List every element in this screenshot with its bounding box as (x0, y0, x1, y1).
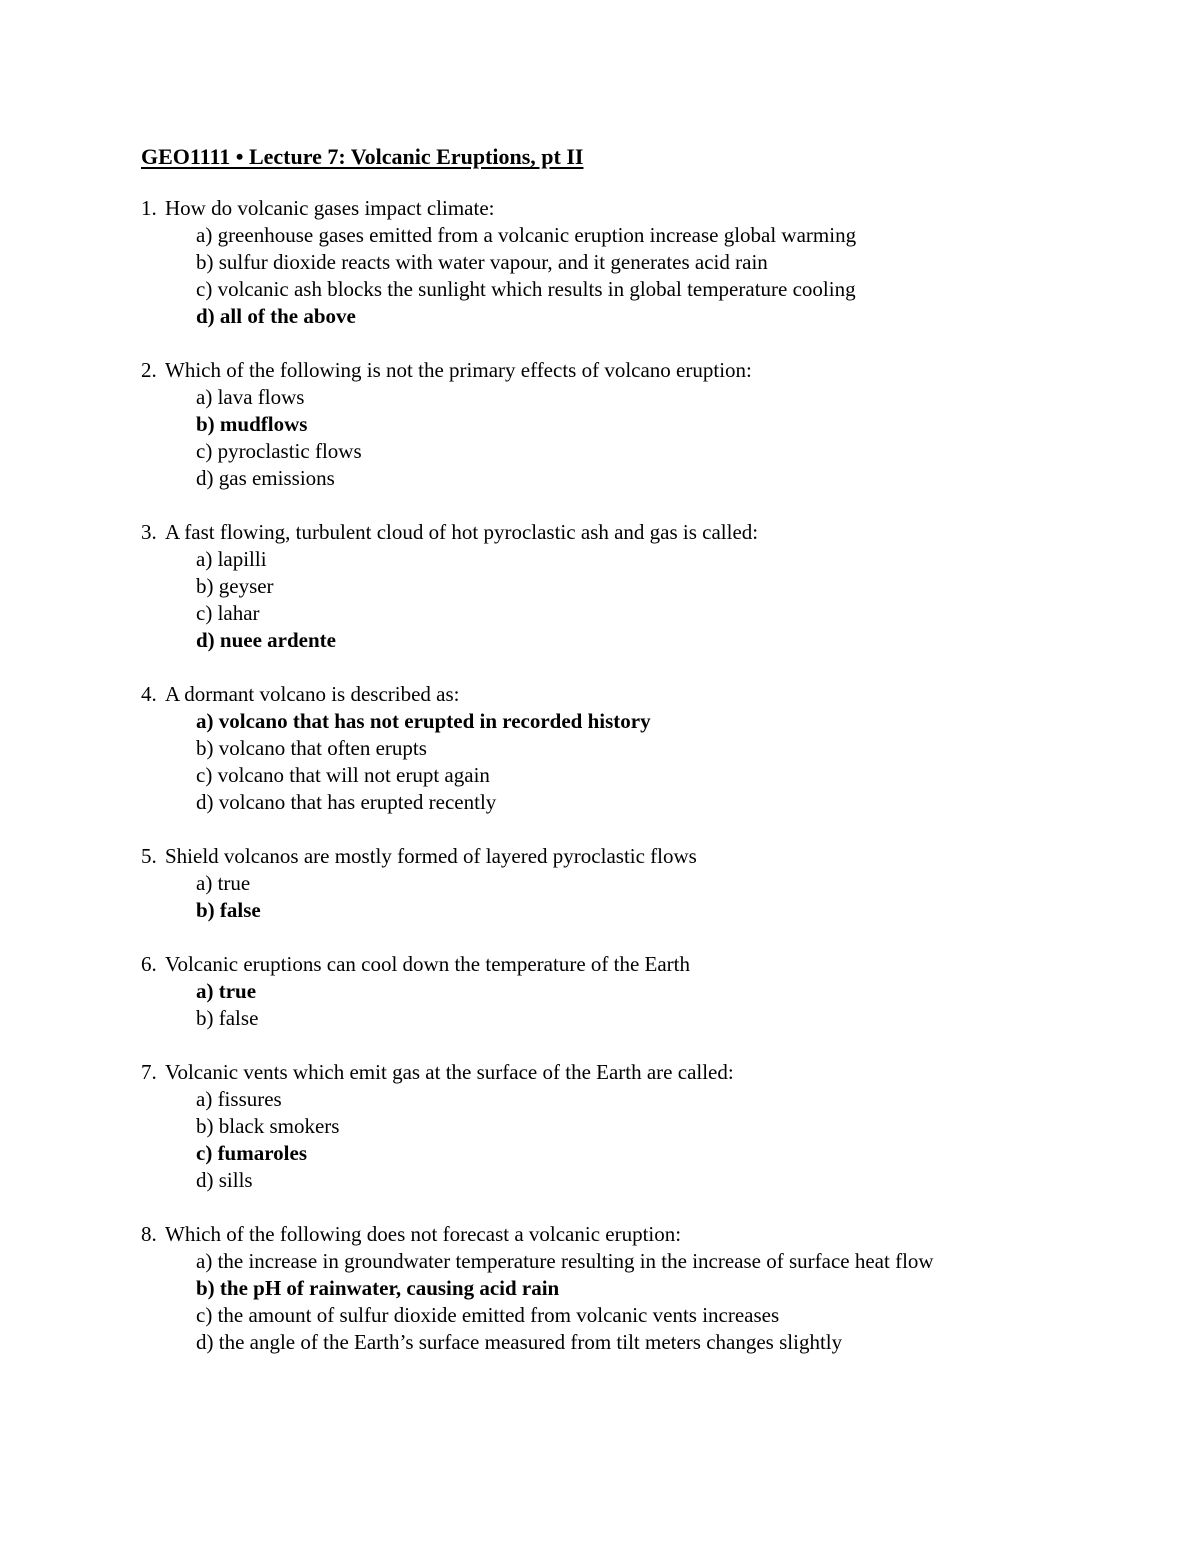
answer-options (141, 384, 1141, 492)
question-text: How do volcanic gases impact climate: (165, 196, 495, 220)
question-number: 2. (141, 358, 157, 382)
answer-option: a) lapilli (196, 547, 267, 571)
question-text: Volcanic eruptions can cool down the temperature of the Earth (165, 952, 691, 976)
document-title: GEO1111 • Lecture 7: Volcanic Eruptions, pt II (141, 144, 584, 169)
question-6 (141, 951, 1141, 1032)
question-line (141, 1221, 1141, 1248)
answer-options (141, 1248, 1141, 1356)
question-number: 5. (141, 844, 157, 868)
answer-option: a) lava flows (196, 385, 305, 409)
answer-option: a) fissures (196, 1087, 282, 1111)
question-number: 7. (141, 1060, 157, 1084)
question-line (141, 1059, 1141, 1086)
answer-option: d) the angle of the Earth’s surface measured from tilt meters changes slightly (196, 1330, 843, 1354)
answer-option: c) volcanic ash blocks the sunlight which results in global temperature cooling (196, 277, 856, 301)
question-line (141, 951, 1141, 978)
answer-options (141, 708, 1141, 816)
answer-option: b) black smokers (196, 1114, 340, 1138)
question-text: A dormant volcano is described as: (165, 682, 460, 706)
correct-answer-option: a) true (196, 979, 257, 1003)
answer-option: b) false (196, 1006, 259, 1030)
correct-answer-option: d) all of the above (196, 304, 356, 328)
answer-option: a) true (196, 871, 251, 895)
answer-option: c) lahar (196, 601, 260, 625)
question-text: Which of the following is not the primary effects of volcano eruption: (165, 358, 752, 382)
correct-answer-option: b) mudflows (196, 412, 308, 436)
answer-option: b) volcano that often erupts (196, 736, 427, 760)
question-list (141, 195, 1141, 1356)
answer-option: c) volcano that will not erupt again (196, 763, 490, 787)
question-8 (141, 1221, 1141, 1356)
question-line (141, 681, 1141, 708)
answer-options (141, 546, 1141, 654)
answer-options (141, 978, 1141, 1032)
correct-answer-option: c) fumaroles (196, 1141, 307, 1165)
answer-option: a) greenhouse gases emitted from a volcanic eruption increase global warming (196, 223, 857, 247)
answer-options (141, 1086, 1141, 1194)
question-3 (141, 519, 1141, 654)
correct-answer-option: d) nuee ardente (196, 628, 336, 652)
question-1 (141, 195, 1141, 330)
answer-option: d) gas emissions (196, 466, 335, 490)
correct-answer-option: a) volcano that has not erupted in recorded history (196, 709, 651, 733)
answer-option: d) sills (196, 1168, 253, 1192)
answer-option: b) sulfur dioxide reacts with water vapour, and it generates acid rain (196, 250, 768, 274)
question-number: 1. (141, 196, 157, 220)
question-line (141, 357, 1141, 384)
question-text: Shield volcanos are mostly formed of layered pyroclastic flows (165, 844, 697, 868)
question-2 (141, 357, 1141, 492)
question-4 (141, 681, 1141, 816)
document-page (141, 141, 1141, 1383)
answer-options (141, 870, 1141, 924)
answer-option: c) pyroclastic flows (196, 439, 362, 463)
question-line (141, 519, 1141, 546)
answer-option: c) the amount of sulfur dioxide emitted from volcanic vents increases (196, 1303, 780, 1327)
question-number: 8. (141, 1222, 157, 1246)
question-number: 4. (141, 682, 157, 706)
question-line (141, 195, 1141, 222)
answer-option: a) the increase in groundwater temperature resulting in the increase of surface heat flow (196, 1249, 934, 1273)
question-text: Volcanic vents which emit gas at the surface of the Earth are called: (165, 1060, 734, 1084)
question-number: 6. (141, 952, 157, 976)
question-5 (141, 843, 1141, 924)
question-line (141, 843, 1141, 870)
answer-options (141, 222, 1141, 330)
answer-option: d) volcano that has erupted recently (196, 790, 497, 814)
answer-option: b) geyser (196, 574, 274, 598)
question-7 (141, 1059, 1141, 1194)
question-number: 3. (141, 520, 157, 544)
correct-answer-option: b) false (196, 898, 261, 922)
question-text: A fast flowing, turbulent cloud of hot pyroclastic ash and gas is called: (165, 520, 759, 544)
question-text: Which of the following does not forecast a volcanic eruption: (165, 1222, 682, 1246)
correct-answer-option: b) the pH of rainwater, causing acid rain (196, 1276, 560, 1300)
